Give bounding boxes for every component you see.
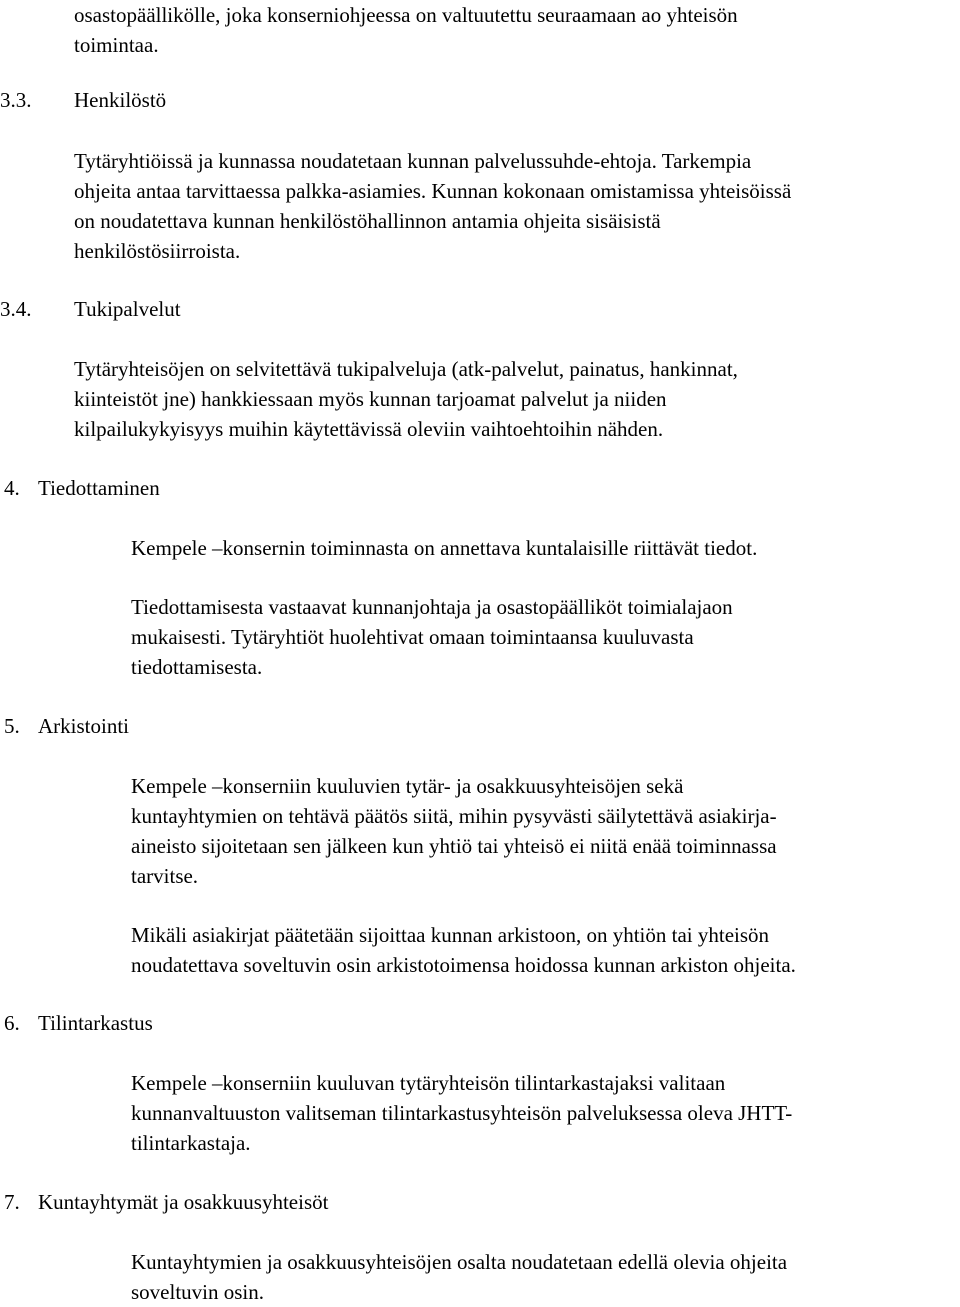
paragraph-line: tarvitse. xyxy=(131,864,199,888)
paragraph-line: mukaisesti. Tytäryhtiöt huolehtivat omaan toimintaansa kuuluvasta xyxy=(131,625,694,649)
intro-line: toimintaa. xyxy=(74,33,159,57)
paragraph-line: Mikäli asiakirjat päätetään sijoittaa kunnan arkistoon, on yhtiön tai yhteisön xyxy=(131,923,770,947)
section-number: 7. xyxy=(4,1190,20,1214)
section-5-paragraph-1 xyxy=(131,771,777,891)
section-4-paragraph-2 xyxy=(131,592,733,682)
paragraph-line: Kempele –konserniin kuuluvien tytär- ja osakkuusyhteisöjen sekä xyxy=(131,774,684,798)
section-title: Henkilöstö xyxy=(74,88,167,112)
paragraph-line: kiinteistöt jne) hankkiessaan myös kunnan tarjoamat palvelut ja niiden xyxy=(74,387,667,411)
section-number: 6. xyxy=(4,1011,20,1035)
paragraph-line: kuntayhtymien on tehtävä päätös siitä, mihin pysyvästi säilytettävä asiakirja- xyxy=(131,804,777,828)
section-number: 5. xyxy=(4,714,20,738)
paragraph-line: henkilöstösiirroista. xyxy=(74,239,241,263)
section-title: Kuntayhtymät ja osakkuusyhteisöt xyxy=(38,1190,329,1214)
paragraph-line: on noudatettava kunnan henkilöstöhallinnon antamia ohjeita sisäisistä xyxy=(74,209,661,233)
section-number: 3.3. xyxy=(0,88,32,112)
paragraph-line: soveltuvin osin. xyxy=(131,1280,265,1304)
paragraph-line: tilintarkastaja. xyxy=(131,1131,251,1155)
intro-paragraph xyxy=(74,0,738,60)
section-number: 3.4. xyxy=(0,297,32,321)
section-6-paragraph xyxy=(131,1068,792,1158)
section-title: Tiedottaminen xyxy=(38,476,160,500)
paragraph-line: tiedottamisesta. xyxy=(131,655,263,679)
section-5-paragraph-2 xyxy=(131,920,796,980)
section-number: 4. xyxy=(4,476,20,500)
paragraph-line: Tytäryhtiöissä ja kunnassa noudatetaan kunnan palvelussuhde-ehtoja. Tarkempia xyxy=(74,149,752,173)
paragraph-line: Kempele –konsernin toiminnasta on annettava kuntalaisille riittävät tiedot. xyxy=(131,536,758,560)
section-3-4-paragraph xyxy=(74,354,738,444)
section-3-3-paragraph xyxy=(74,146,791,266)
paragraph-line: ohjeita antaa tarvittaessa palkka-asiamies. Kunnan kokonaan omistamissa yhteisöissä xyxy=(74,179,792,203)
intro-line: osastopäällikölle, joka konserniohjeessa on valtuutettu seuraamaan ao yhteisön xyxy=(74,3,738,27)
paragraph-line: kunnanvaltuuston valitseman tilintarkastusyhteisön palveluksessa oleva JHTT- xyxy=(131,1101,793,1125)
paragraph-line: aineisto sijoitetaan sen jälkeen kun yhtiö tai yhteisö ei niitä enää toiminnassa xyxy=(131,834,777,858)
paragraph-line: noudatettava soveltuvin osin arkistotoimensa hoidossa kunnan arkiston ohjeita. xyxy=(131,953,796,977)
paragraph-line: kilpailukykyisyys muihin käytettävissä oleviin vaihtoehtoihin nähden. xyxy=(74,417,664,441)
section-title: Tilintarkastus xyxy=(38,1011,153,1035)
paragraph-line: Tiedottamisesta vastaavat kunnanjohtaja ja osastopäälliköt toimialajaon xyxy=(131,595,733,619)
section-7-paragraph xyxy=(131,1247,787,1307)
section-title: Arkistointi xyxy=(38,714,130,738)
paragraph-line: Kuntayhtymien ja osakkuusyhteisöjen osalta noudatetaan edellä olevia ohjeita xyxy=(131,1250,788,1274)
section-4-paragraph-1 xyxy=(131,533,757,563)
section-title: Tukipalvelut xyxy=(74,297,181,321)
paragraph-line: Kempele –konserniin kuuluvan tytäryhteisön tilintarkastajaksi valitaan xyxy=(131,1071,726,1095)
paragraph-line: Tytäryhteisöjen on selvitettävä tukipalveluja (atk-palvelut, painatus, hankinnat, xyxy=(74,357,738,381)
